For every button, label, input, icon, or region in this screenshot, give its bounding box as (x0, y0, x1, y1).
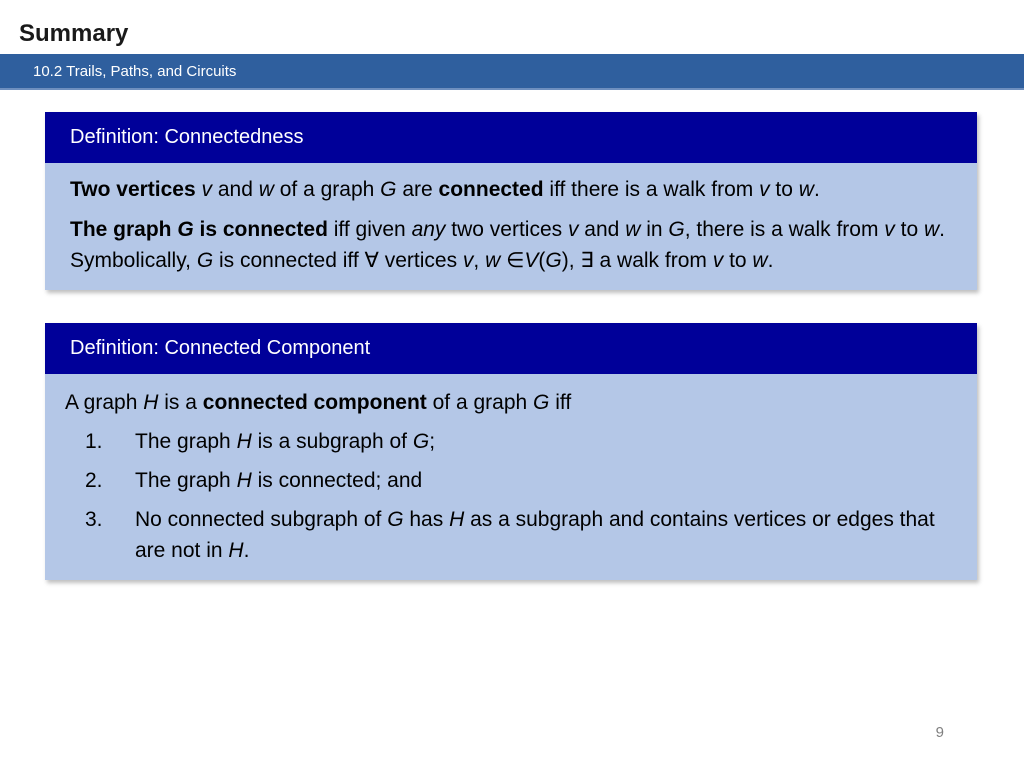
text: in (640, 218, 669, 241)
var-v: v (884, 218, 895, 241)
list-number: 2. (85, 469, 103, 492)
text: is connected; and (251, 469, 423, 492)
var-g: G (380, 178, 397, 201)
emphasis: any (411, 218, 446, 241)
section-bar (0, 54, 1024, 90)
list-item (65, 465, 957, 496)
text: , there is a walk from (684, 218, 885, 241)
definition-line-vertices (70, 174, 957, 205)
var-h: H (236, 469, 252, 492)
definition-connectedness-card (45, 112, 977, 290)
text: has (403, 508, 450, 531)
card-heading: Definition: Connected Component (45, 323, 977, 374)
var-g: G (412, 430, 430, 453)
text: ∈ (500, 249, 525, 272)
var-w: w (798, 178, 814, 201)
var-v-set: V (524, 249, 539, 272)
var-w: w (923, 218, 940, 241)
bold-term: The graph (70, 218, 178, 241)
text: . Symbolically, (70, 218, 945, 272)
var-v: v (462, 249, 474, 272)
component-intro (65, 387, 957, 418)
text: . (767, 249, 774, 272)
text: The graph (135, 469, 237, 492)
page-number: 9 (935, 724, 944, 741)
var-w: w (752, 249, 768, 272)
text: No connected subgraph of (135, 508, 388, 531)
var-v: v (567, 218, 579, 241)
text: The graph (135, 430, 237, 453)
card-heading: Definition: Connectedness (45, 112, 977, 163)
list-item (65, 504, 957, 566)
text: is a (158, 391, 203, 414)
text: ( (538, 249, 546, 272)
var-g: G (196, 249, 214, 272)
text: as a subgraph and contains vertices or edges that are not in (135, 508, 935, 562)
definition-line-graph (70, 214, 957, 276)
var-w: w (485, 249, 501, 272)
var-h: H (449, 508, 465, 531)
var-g: G (668, 218, 685, 241)
section-subtitle: 10.2 Trails, Paths, and Circuits (33, 63, 237, 80)
var-h: H (143, 391, 159, 414)
text: . (243, 539, 250, 562)
var-g: G (387, 508, 404, 531)
var-g: G (177, 218, 194, 241)
bold-term: connected component (202, 391, 427, 414)
text: of a graph (426, 391, 534, 414)
var-g: G (545, 249, 562, 272)
var-h: H (228, 539, 244, 562)
text: are (396, 178, 439, 201)
list-number: 3. (85, 508, 103, 531)
text: and (212, 178, 259, 201)
card-body (45, 374, 977, 580)
var-g: G (533, 391, 550, 414)
var-v: v (759, 178, 770, 201)
list-number: 1. (85, 430, 103, 453)
condition-list (65, 426, 957, 566)
list-item (65, 426, 957, 457)
definition-connected-component-card (45, 323, 977, 580)
bold-term: Two vertices (70, 178, 196, 201)
page-title: Summary (19, 20, 129, 47)
var-v: v (712, 249, 724, 272)
bold-term: is connected (193, 218, 328, 241)
text: is connected iff ∀ vertices (213, 249, 463, 272)
text: of a graph (273, 178, 381, 201)
card-body (45, 163, 977, 290)
text: iff given (327, 218, 412, 241)
text: two vertices (445, 218, 568, 241)
var-h: H (236, 430, 252, 453)
text: ), ∃ a walk from (561, 249, 713, 272)
var-w: w (625, 218, 641, 241)
text: iff there is a walk from (543, 178, 760, 201)
text: iff (549, 391, 572, 414)
var-w: w (258, 178, 274, 201)
text: . (813, 178, 820, 201)
text: to (723, 249, 753, 272)
text: A graph (65, 391, 144, 414)
text: is a subgraph of (251, 430, 413, 453)
text: to (894, 218, 924, 241)
text: to (769, 178, 799, 201)
text: , (473, 249, 486, 272)
text: and (578, 218, 626, 241)
var-v: v (201, 178, 213, 201)
bold-term: connected (438, 178, 544, 201)
text: ; (429, 430, 436, 453)
